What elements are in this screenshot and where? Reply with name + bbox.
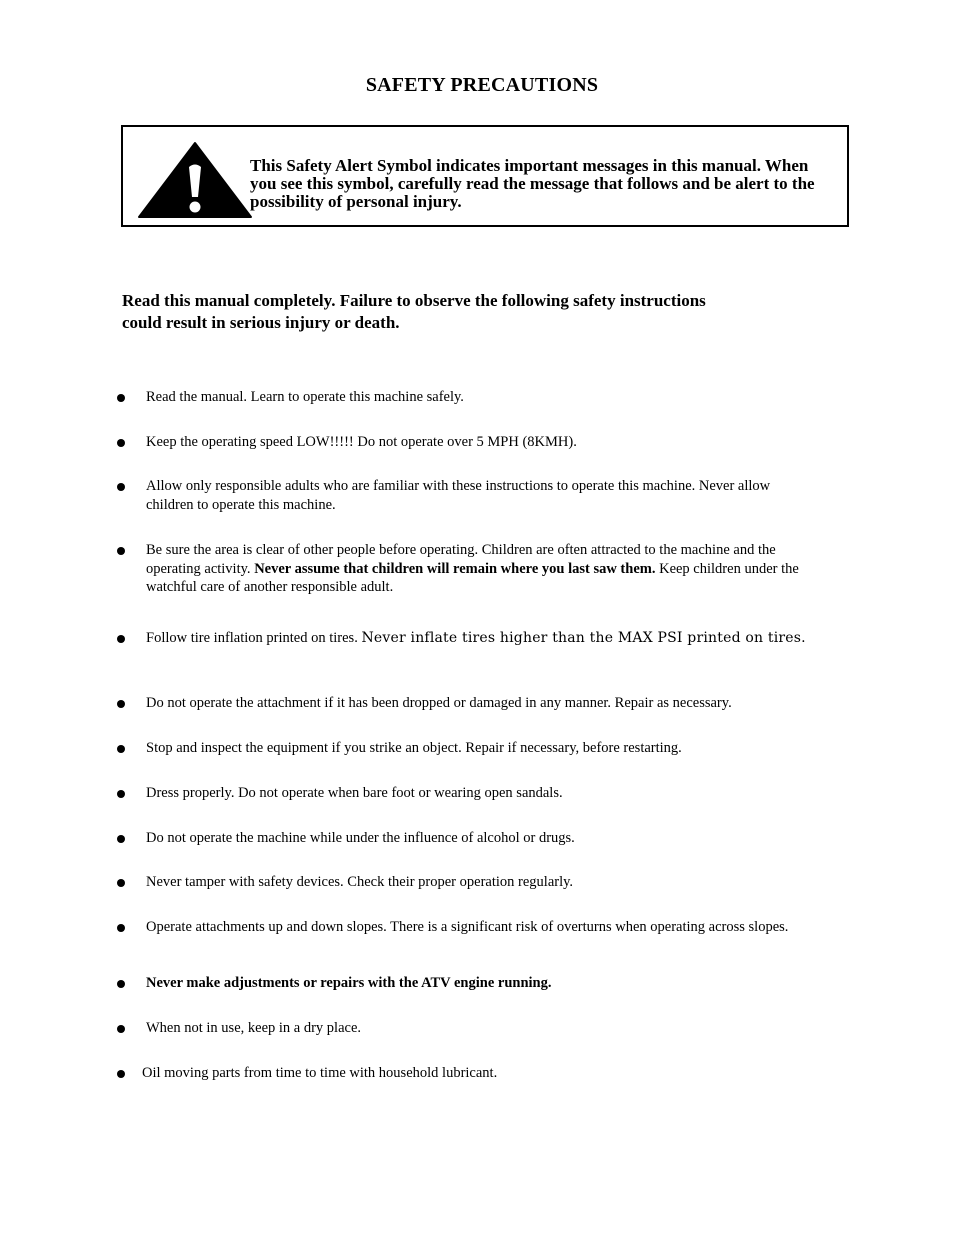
list-item-text: Oil moving parts from time to time with household lubricant.: [142, 1065, 498, 1081]
list-item-text: Do not operate the attachment if it has been dropped or damaged in any manner. Repair as necessary.: [146, 695, 732, 711]
list-item-text: Operate attachments up and down slopes. There is a significant risk of overturns when operating across slopes.: [146, 919, 789, 935]
list-item-text: Do not operate the machine while under the influence of alcohol or drugs.: [146, 830, 575, 846]
bullet-icon: [117, 635, 125, 643]
page-title: SAFETY PRECAUTIONS: [365, 74, 599, 96]
list-item: [117, 829, 807, 848]
list-item-text: Stop and inspect the equipment if you strike an object. Repair if necessary, before restarting.: [146, 740, 682, 756]
list-item: [117, 1019, 807, 1038]
bullet-icon: [117, 394, 125, 402]
bullet-icon: [117, 700, 125, 708]
list-item: [117, 784, 807, 803]
bullet-icon: [117, 1025, 125, 1033]
list-item-text: Be sure the area is clear of other people before operating. Children are often attracted to the machine and the operating activity. Never assume that children will remain where you last saw them. Keep children under the watchful care of another responsible adult.: [146, 542, 799, 595]
list-item: [117, 974, 807, 993]
list-item: [117, 694, 807, 713]
list-item: [117, 873, 807, 892]
list-item-text: Dress properly. Do not operate when bare foot or wearing open sandals.: [146, 785, 563, 801]
bullet-icon: [117, 924, 125, 932]
bullet-icon: [117, 745, 125, 753]
bullet-icon: [117, 439, 125, 447]
list-item: [117, 433, 807, 452]
list-item-text: When not in use, keep in a dry place.: [146, 1020, 362, 1036]
list-item-text: Never make adjustments or repairs with the ATV engine running.: [146, 975, 552, 991]
list-item-text: Follow tire inflation printed on tires. Never inflate tires higher than the MAX PSI printed on tires.: [146, 630, 806, 646]
bullet-icon: [117, 1070, 125, 1078]
list-item: [117, 629, 807, 648]
list-item-text: Never tamper with safety devices. Check their proper operation regularly.: [146, 874, 574, 890]
bullet-icon: [117, 835, 125, 843]
list-item: [117, 739, 807, 758]
list-item: [117, 388, 807, 407]
list-item-text: Keep the operating speed LOW!!!!! Do not operate over 5 MPH (8KMH).: [146, 434, 577, 450]
safety-alert-message: This Safety Alert Symbol indicates important messages in this manual. When you see this symbol, carefully read the message that follows and be alert to the possibility of personal injury.: [250, 156, 815, 211]
bullet-icon: [117, 980, 125, 988]
bullet-icon: [117, 547, 125, 555]
bullet-icon: [117, 790, 125, 798]
list-item: [117, 1064, 807, 1083]
list-item: [117, 918, 807, 937]
intro-warning: Read this manual completely. Failure to observe the following safety instructions could result in serious injury or death.: [122, 291, 706, 332]
list-item: [117, 541, 807, 597]
bullet-icon: [117, 879, 125, 887]
bullet-icon: [117, 483, 125, 491]
list-item-text: Allow only responsible adults who are familiar with these instructions to operate this machine. Never allow children to operate this machine.: [146, 478, 771, 513]
list-item-text: Read the manual. Learn to operate this machine safely.: [146, 389, 464, 405]
list-item: [117, 477, 807, 514]
